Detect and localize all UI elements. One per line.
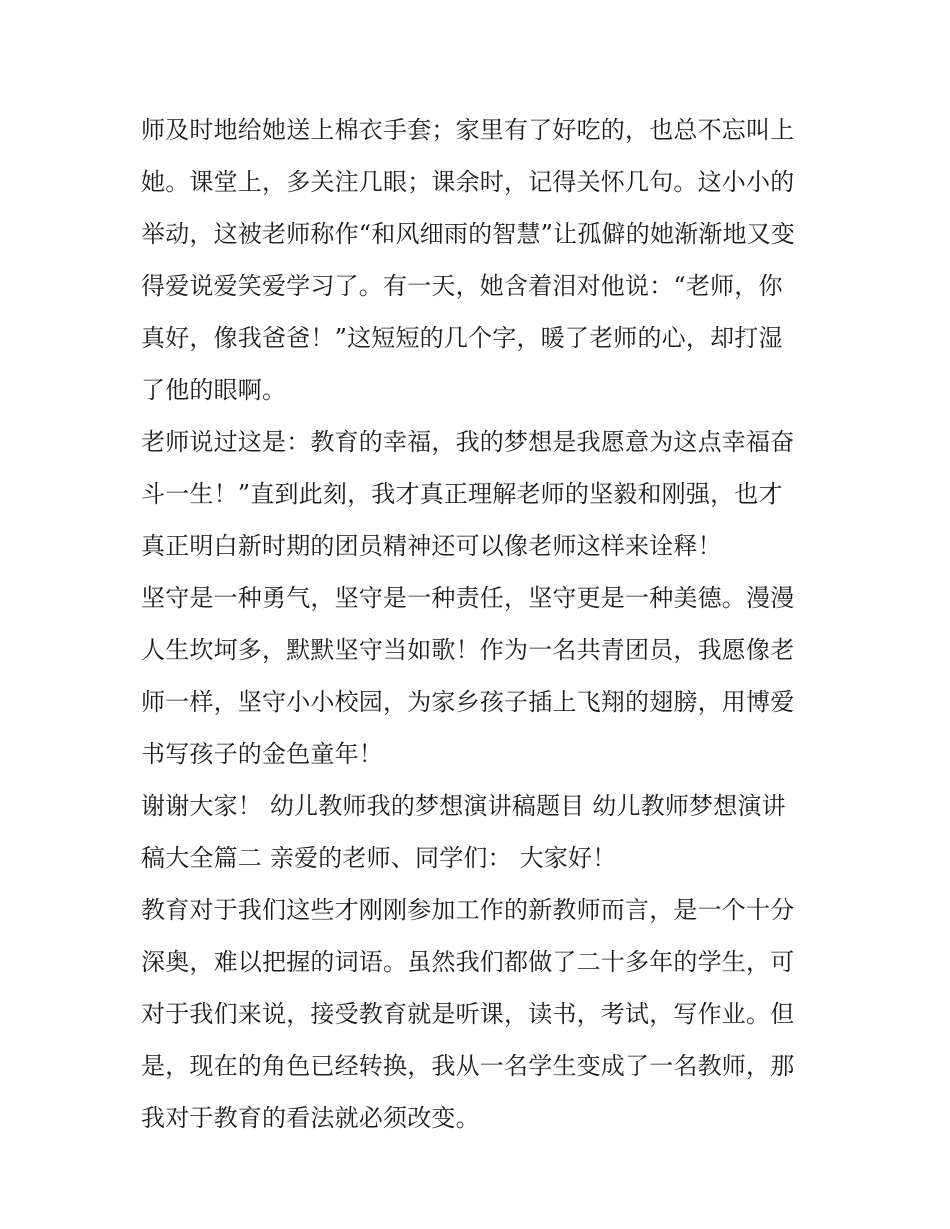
text-line: 了他的眼啊。	[141, 376, 287, 404]
text-line: 谢谢大家！ 幼儿教师我的梦想演讲稿题目 幼儿教师梦想演讲	[141, 792, 786, 820]
text-line: 书写孩子的金色童年！	[141, 740, 383, 768]
text-line: 老师说过这是：教育的幸福，我的梦想是我愿意为这点幸福奋	[141, 428, 795, 456]
text-line: 对于我们来说，接受教育就是听课，读书，考试，写作业。但	[141, 1000, 795, 1028]
text-line: 师一样，坚守小小校园，为家乡孩子插上飞翔的翅膀，用博爱	[141, 688, 795, 716]
text-line: 深奥，难以把握的词语。虽然我们都做了二十多年的学生，可	[141, 948, 795, 976]
text-line: 举动，这被老师称作“和风细雨的智慧”让孤僻的她渐渐地又变	[141, 220, 796, 248]
text-line: 我对于教育的看法就必须改变。	[141, 1104, 480, 1132]
text-line: 师及时地给她送上棉衣手套；家里有了好吃的，也总不忘叫上	[141, 116, 795, 144]
text-line: 稿大全篇二 亲爱的老师、同学们： 大家好！	[141, 844, 617, 872]
text-line: 坚守是一种勇气，坚守是一种责任，坚守更是一种美德。漫漫	[141, 584, 795, 612]
document-body	[141, 104, 821, 1144]
text-line: 教育对于我们这些才刚刚参加工作的新教师而言，是一个十分	[141, 896, 795, 924]
text-line: 真好，像我爸爸！”这短短的几个字，暖了老师的心，却打湿	[141, 324, 783, 352]
text-line: 人生坎坷多，默默坚守当如歌！作为一名共青团员，我愿像老	[141, 636, 795, 664]
text-line: 是，现在的角色已经转换，我从一名学生变成了一名教师，那	[141, 1052, 795, 1080]
text-line: 真正明白新时期的团员精神还可以像老师这样来诠释！	[141, 532, 722, 560]
text-line: 她。课堂上，多关注几眼；课余时，记得关怀几句。这小小的	[141, 168, 795, 196]
text-line: 得爱说爱笑爱学习了。有一天，她含着泪对他说：“老师，你	[141, 272, 783, 300]
text-line: 斗一生！”直到此刻，我才真正理解老师的坚毅和刚强，也才	[141, 480, 783, 508]
